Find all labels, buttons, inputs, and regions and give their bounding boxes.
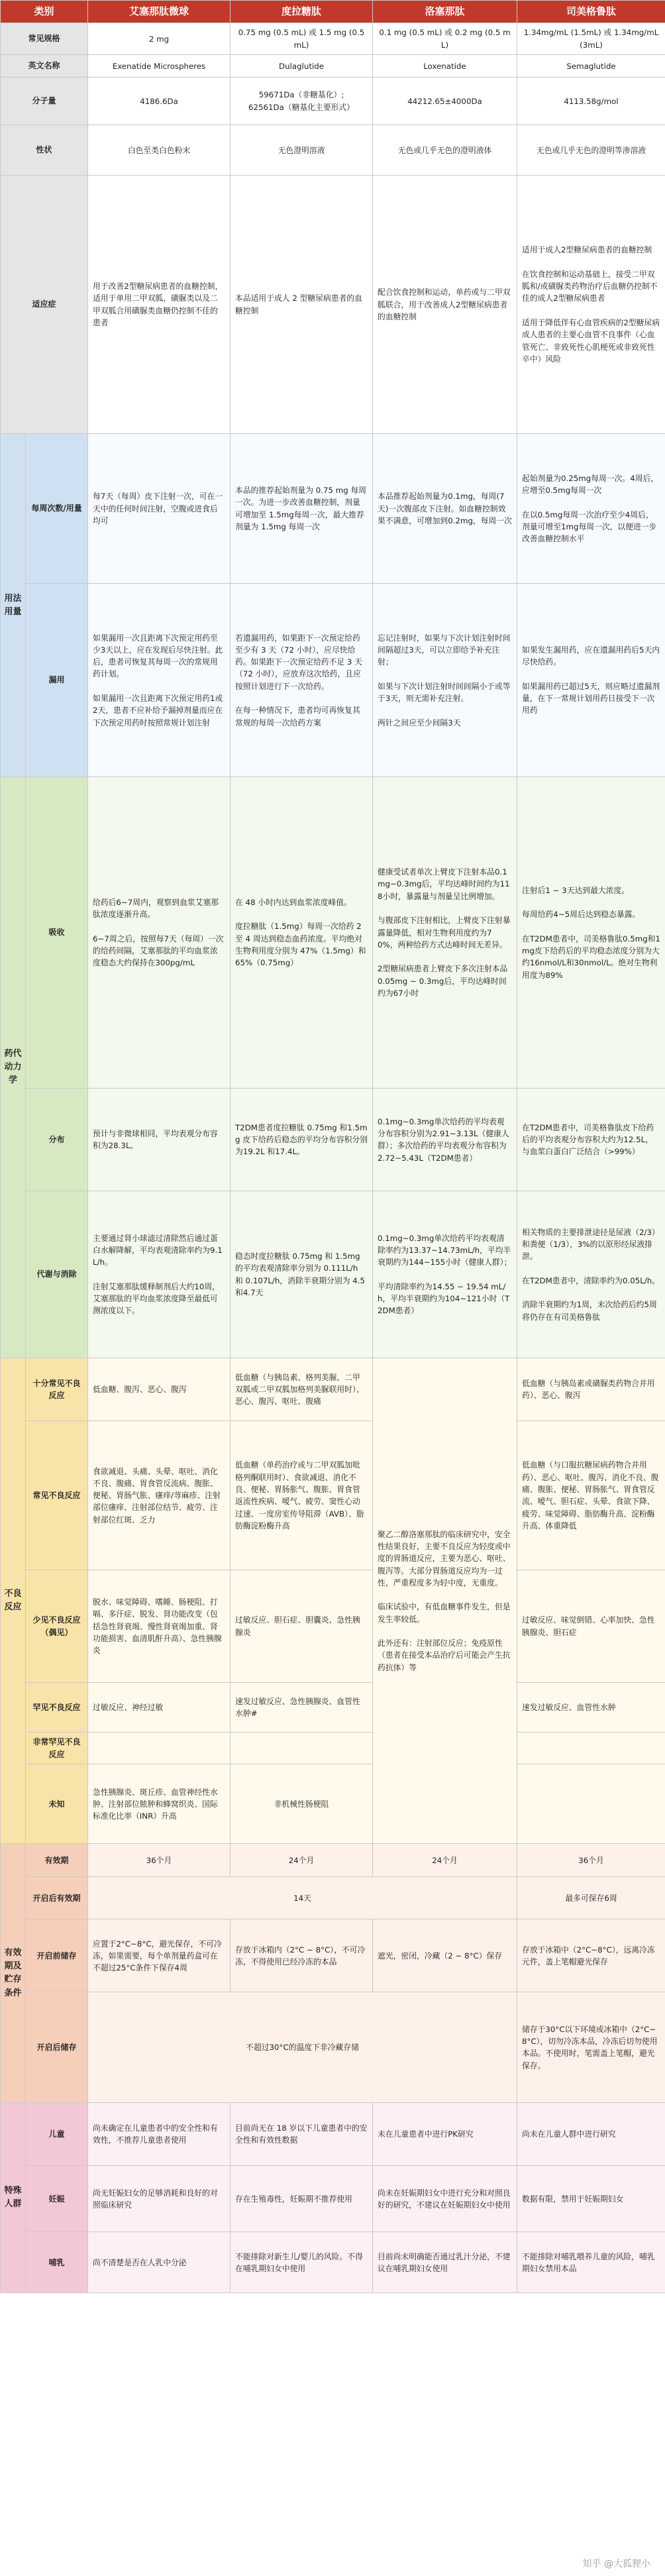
row-miss [1, 584, 665, 777]
cell-preg-loxenatide: 尚未在妊娠期妇女中进行充分和对照良好的研究，不建议在妊娠期妇女中使用 [373, 2166, 517, 2232]
cell-prop-dulaglutide: 无色澄明溶液 [230, 125, 373, 176]
cell-ind-dulaglutide: 本品适用于成人 2 型糖尿病患者的血糖控制 [230, 176, 373, 434]
cell-ra-exenatide: 过敏反应、神经过敏 [88, 1683, 230, 1733]
cell-meta-dulaglutide: 稳态时度拉糖肽 0.75mg 和 1.5mg 的平均表观清除率分别为 0.111L/h 和 0.107L/h，消除半衰期分别为 4.5和4.7天 [230, 1191, 373, 1358]
cell-child-dulaglutide: 目前尚无在 18 岁以下儿童患者中的安全性和有效性数据 [230, 2103, 373, 2166]
cell-vc-dulaglutide: 低血糖（与胰岛素、格列美脲、二甲双胍或二甲双胍加格列美脲联用时）、恶心、腹泻、呕吐、腹痛 [230, 1358, 373, 1421]
cell-preg-exenatide: 尚无妊娠妇女的足够消耗和良好的对照临床研究 [88, 2166, 230, 2232]
cell-exp-semaglutide: 36个月 [517, 1844, 665, 1877]
row-label-ae-rare: 罕见不良反应 [26, 1683, 88, 1733]
row-label-spec: 常见规格 [1, 23, 88, 55]
row-open-expiry [1, 1877, 665, 1919]
row-label-ae-very-common: 十分常见不良反应 [26, 1358, 88, 1421]
cell-after-semaglutide: 储存于30°C以下环境或冰箱中（2°C~8°C），切勿冷冻本品，冷冻后切勿使用本品。不使用时，笔需盖上笔帽，避光保存。 [517, 1992, 665, 2103]
header-drug-exenatide: 艾塞那肽微球 [88, 1, 230, 23]
cell-open-semaglutide: 最多可保存6周 [517, 1877, 665, 1919]
row-label-metabolism: 代谢与消除 [26, 1191, 88, 1358]
row-label-indication: 适应症 [1, 176, 88, 434]
cell-meta-exenatide: 主要通过肾小球滤过清除然后通过蛋白水解降解，平均表观清除率约为9.1L/h。 注射艾塞那肽缓释制剂后大约10周，艾塞那肽的平均血浆浓度降至最低可测浓度以下。 [88, 1191, 230, 1358]
cell-vr-exenatide [88, 1733, 230, 1764]
cell-lact-dulaglutide: 不能排除对新生儿/婴儿的风险。不得在哺乳期妇女中使用 [230, 2232, 373, 2293]
cell-exp-loxenatide: 24个月 [373, 1844, 517, 1877]
row-child [1, 2103, 665, 2166]
row-label-ae-unknown: 未知 [26, 1764, 88, 1844]
row-indication [1, 176, 665, 434]
row-label-miss: 漏用 [26, 584, 88, 777]
cell-mw-dulaglutide: 59671Da（非糖基化）; 62561Da（糖基化主要形式） [230, 78, 373, 125]
row-pregnancy [1, 2166, 665, 2232]
row-english [1, 55, 665, 78]
cell-freq-loxenatide: 本品推荐起始剂量为0.1mg，每周(7天)一次腹部皮下注射。如血糖控制效果不满意，可增加到0.2mg，每周一次 [373, 434, 517, 584]
cell-dist-loxenatide: 0.1mg~0.3mg单次给药的平均表观分布容积分别为2.91~3.13L（健康人群）；多次给药的平均表观分布容积为2.72~5.43L（T2DM患者） [373, 1089, 517, 1191]
cell-ind-loxenatide: 配合饮食控制和运动，单药或与二甲双胍联合，用于改善成人2型糖尿病患者的血糖控制 [373, 176, 517, 434]
cell-dist-exenatide: 预计与非微球相同，平均表观分布容积为28.3L。 [88, 1089, 230, 1191]
cell-before-loxenatide: 遮光，密闭，冷藏（2 ~ 8°C）保存 [373, 1919, 517, 1992]
header-row [1, 1, 665, 23]
cell-ind-exenatide: 用于改善2型糖尿病患者的血糖控制，适用于单用二甲双胍，磺脲类以及二甲双胍合用磺脲类血糖仍控制不佳的患者 [88, 176, 230, 434]
row-label-store-before: 开启前储存 [26, 1919, 88, 1992]
header-category: 类别 [1, 1, 88, 23]
cell-miss-dulaglutide: 若遗漏用药，如果距下一次预定给药至少有 3 天（72 小时），应尽快给药。如果距下一次预定给药不足 3 天（72 小时），应放弃这次给药，且应按照计划进行下一次给药。 在每一种情况下，患者均可再恢复其常规的每周一次给药方案 [230, 584, 373, 777]
cell-mw-semaglutide: 4113.58g/mol [517, 78, 665, 125]
row-expiry [1, 1844, 665, 1877]
row-metabolism [1, 1191, 665, 1358]
row-label-ae-common: 常见不良反应 [26, 1421, 88, 1570]
cell-un-semaglutide: 过敏反应、味觉倒错、心率加快、急性胰腺炎、胆石症 [517, 1570, 665, 1683]
header-drug-semaglutide: 司美格鲁肽 [517, 1, 665, 23]
cell-spec-dulaglutide: 0.75 mg (0.5 mL) 或 1.5 mg (0.5 mL) [230, 23, 373, 55]
row-label-pregnancy: 妊娠 [26, 2166, 88, 2232]
row-ae-very-common [1, 1358, 665, 1421]
row-label-open-expiry: 开启后有效期 [26, 1877, 88, 1919]
cell-lact-loxenatide: 目前尚未明确能否通过乳汁分泌，不建议在哺乳期妇女使用 [373, 2232, 517, 2293]
cell-english-semaglutide: Semaglutide [517, 55, 665, 78]
cell-mw-exenatide: 4186.6Da [88, 78, 230, 125]
cell-spec-semaglutide: 1.34mg/mL (1.5mL) 或 1.34mg/mL (3mL) [517, 23, 665, 55]
row-label-english: 英文名称 [1, 55, 88, 78]
cell-preg-semaglutide: 数据有限，禁用于妊娠期妇女 [517, 2166, 665, 2232]
row-mw [1, 78, 665, 125]
row-store-after [1, 1992, 665, 2103]
cell-abs-loxenatide: 健康受试者单次上臂皮下注射本品0.1mg~0.3mg后，平均达峰时间约为118小时，暴露量与剂量呈比例增加。 与腹部皮下注射相比，上臂皮下注射暴露量降低，相对生物利用度约为70%，两种给药方式达峰时间无差异。 2型糖尿病患者上臂皮下多次注射本品0.05mg ~ 0.3mg后，平均达峰时间约为67小时 [373, 777, 517, 1089]
header-drug-loxenatide: 洛塞那肽 [373, 1, 517, 23]
cell-exp-dulaglutide: 24个月 [230, 1844, 373, 1877]
cell-after-dulaglutide: 不超过30°C的温度下非冷藏存储 [88, 1992, 517, 2103]
cell-co-exenatide: 食欲减退、头痛、头晕、呕吐、消化不良、腹痛、胃食管反流病、腹胀、便秘、胃肠气胀、瘙痒/荨麻疹、注射部位瘙痒、注射部位结节、疲劳、注射部位红斑、乏力 [88, 1421, 230, 1570]
row-label-child: 儿童 [26, 2103, 88, 2166]
category-pk: 药代动力学 [1, 777, 26, 1358]
cell-ae-loxenatide: 聚乙二醇洛塞那肽的临床研究中，安全性结果良好，主要不良反应为轻度或中度的胃肠道反应，主要为恶心、呕吐、腹泻等。大部分胃肠道反应均为一过性，严重程度多为轻中度，无重度。 临床试验中，有低血糖事件发生，但是发生率较低。 此外还有：注射部位反应；免疫原性（患者在接受本品治疗后可能会产生抗药抗体）等 [373, 1358, 517, 1844]
row-label-lactation: 哺乳 [26, 2232, 88, 2293]
row-freq [1, 434, 665, 584]
category-special: 特殊人群 [1, 2103, 26, 2293]
cell-miss-semaglutide: 如果发生漏用药，应在遗漏用药后5天内尽快给药。 如果漏用药已超过5天，则应略过遗漏剂量，在下一常规计划用药日接受下一次用药 [517, 584, 665, 777]
cell-ind-semaglutide: 适用于成人2型糖尿病患者的血糖控制 在饮食控制和运动基础上，接受二甲双胍和/或磺脲类药物治疗后血糖仍控制不佳的成人2型糖尿病患者 适用于降低伴有心血管疾病的2型糖尿病成人患者的主要心血管不良事件（心血管死亡、非致死性心肌梗死或非致死性卒中）风险 [517, 176, 665, 434]
row-distribution [1, 1089, 665, 1191]
cell-prop-semaglutide: 无色或几乎无色的澄明等渗溶液 [517, 125, 665, 176]
row-label-freq: 每周次数/用量 [26, 434, 88, 584]
row-ae-uncommon [1, 1570, 665, 1683]
cell-child-exenatide: 尚未确定在儿童患者中的安全性和有效性，不推荐儿童患者使用 [88, 2103, 230, 2166]
row-label-absorption: 吸收 [26, 777, 88, 1089]
category-adverse: 不良反应 [1, 1358, 26, 1844]
row-spec [1, 23, 665, 55]
cell-spec-exenatide: 2 mg [88, 23, 230, 55]
row-ae-rare [1, 1683, 665, 1733]
row-ae-common [1, 1421, 665, 1570]
cell-prop-loxenatide: 无色或几乎无色的澄明液体 [373, 125, 517, 176]
cell-lact-exenatide: 尚不清楚是否在人乳中分泌 [88, 2232, 230, 2293]
row-ae-unknown [1, 1764, 665, 1844]
row-label-ae-uncommon: 少见不良反应（偶见） [26, 1570, 88, 1683]
cell-child-semaglutide: 尚未在儿童人群中进行研究 [517, 2103, 665, 2166]
row-absorption [1, 777, 665, 1089]
cell-vr-semaglutide [517, 1733, 665, 1764]
cell-no-exenatide: 急性胰腺炎、斑丘疹、血管神经性水肿、注射部位脓肿和蜂窝织炎、国际标准化比率（INR）升高 [88, 1764, 230, 1844]
cell-co-dulaglutide: 低血糖（单药治疗或与二甲双胍加吡格列酮联用时）、食欲减退、消化不良、便秘、胃肠胀气、腹胀、胃食管返流性疾病、嗳气、疲劳、窦性心动过速、一度房室传导阻滞（AVB）、脂肪酶淀粉酶升高 [230, 1421, 373, 1570]
cell-mw-loxenatide: 44212.65±4000Da [373, 78, 517, 125]
row-lactation [1, 2232, 665, 2293]
cell-vc-exenatide: 低血糖、腹泻、恶心、腹泻 [88, 1358, 230, 1421]
row-label-expiry: 有效期 [26, 1844, 88, 1877]
cell-before-exenatide: 应置于2°C~8°C，避光保存，不可冷冻，如果需要，每个单剂量药盒可在不超过25°C条件下保存4周 [88, 1919, 230, 1992]
cell-english-exenatide: Exenatide Microspheres [88, 55, 230, 78]
cell-freq-semaglutide: 起始剂量为0.25mg每周一次。4周后，应增至0.5mg每周一次 在以0.5mg每周一次治疗至少4周后，剂量可增至1mg每周一次，以便进一步改善血糖控制水平 [517, 434, 665, 584]
header-drug-dulaglutide: 度拉糖肽 [230, 1, 373, 23]
cell-abs-exenatide: 给药后6~7周内，观察到血浆艾塞那肽浓度逐渐升高。 6~7周之后，按照每7天（每周）一次的给药间隔，艾塞那肽的平均血浆浓度稳态大约保持在300pg/mL [88, 777, 230, 1089]
cell-un-dulaglutide: 过敏反应、胆石症、胆囊炎、急性胰腺炎 [230, 1570, 373, 1683]
row-label-store-after: 开启后储存 [26, 1992, 88, 2103]
cell-meta-semaglutide: 相关物质的主要排泄途径是尿液（2/3）和粪便（1/3），3%的以原形经尿液排泄。 在T2DM患者中，清除率约为0.05L/h。 消除半衰期约为1周，末次给药后约5周将仍存在有司美格鲁肽 [517, 1191, 665, 1358]
cell-prop-exenatide: 白色至类白色粉末 [88, 125, 230, 176]
cell-freq-exenatide: 每7天（每周）皮下注射一次，可在一天中的任何时间注射，空腹或进食后均可 [88, 434, 230, 584]
cell-abs-dulaglutide: 在 48 小时内达到血浆浓度峰值。 度拉糖肽（1.5mg）每周一次给药 2 至 4 周达到稳态血药浓度。平均绝对生物利用度分别为 47%（1.5mg）和 65%（0.75mg） [230, 777, 373, 1089]
cell-un-exenatide: 脱水、味觉障碍、嗜睡、肠梗阻、打嗝、多汗症、脱发、肾功能改变（包括急性肾衰竭、慢性肾衰竭加重、肾功能损害、血清肌酐升高）、急性胰腺炎 [88, 1570, 230, 1683]
category-storage: 有效期及贮存条件 [1, 1844, 26, 2103]
cell-before-dulaglutide: 存放于冰箱内（2°C ~ 8°C），不可冷冻，不得使用已经冷冻的本品 [230, 1919, 373, 1992]
row-label-distribution: 分布 [26, 1089, 88, 1191]
cell-preg-dulaglutide: 存在生殖毒性，妊娠期不推荐使用 [230, 2166, 373, 2232]
cell-dist-semaglutide: 在T2DM患者中，司美格鲁肽皮下给药后的平均表观分布容积大约为12.5L，与血浆白蛋白广泛结合（>99%） [517, 1089, 665, 1191]
cell-exp-exenatide: 36个月 [88, 1844, 230, 1877]
cell-vc-semaglutide: 低血糖（与胰岛素或磺脲类药物合并用药）、恶心、腹泻 [517, 1358, 665, 1421]
cell-spec-loxenatide: 0.1 mg (0.5 mL) 或 0.2 mg (0.5 mL) [373, 23, 517, 55]
cell-miss-loxenatide: 忘记注射时，如果与下次计划注射时间间隔超过3天，可以立即给予补充注射； 如果与下次计划注射时间间隔小于或等于3天，则无需补充注射。 两针之间应至少间隔3天 [373, 584, 517, 777]
row-store-before [1, 1919, 665, 1992]
cell-ra-semaglutide: 速发过敏反应、血管性水肿 [517, 1683, 665, 1733]
category-usage: 用法用量 [1, 434, 26, 777]
row-ae-very-rare [1, 1733, 665, 1764]
cell-ra-dulaglutide: 速发过敏反应、急性胰腺炎、血管性水肿# [230, 1683, 373, 1733]
cell-english-loxenatide: Loxenatide [373, 55, 517, 78]
row-label-ae-very-rare: 非常罕见不良反应 [26, 1733, 88, 1764]
cell-lact-semaglutide: 不能排除对哺乳喂养儿童的风险，哺乳期妇女禁用本品 [517, 2232, 665, 2293]
cell-abs-semaglutide: 注射后1 ~ 3天达到最大浓度。 每周给药4~5周后达到稳态暴露。 在T2DM患者中，司美格鲁肽0.5mg和1mg皮下给药后的平均稳态浓度分别为大约16nmol/L和30nmol/L。绝对生物利用度为89% [517, 777, 665, 1089]
row-prop [1, 125, 665, 176]
watermark: 知乎 @大狐狸小 [582, 2559, 650, 2569]
cell-before-semaglutide: 存放于冰箱中（2°C~8°C），远离冷冻元件，盖上笔帽避光保存 [517, 1919, 665, 1992]
cell-english-dulaglutide: Dulaglutide [230, 55, 373, 78]
cell-no-semaglutide [517, 1764, 665, 1844]
cell-no-dulaglutide: 非机械性肠梗阻 [230, 1764, 373, 1844]
cell-vr-dulaglutide [230, 1733, 373, 1764]
cell-freq-dulaglutide: 本品的推荐起始剂量为 0.75 mg 每周一次。为进一步改善血糖控制，剂量可增加至 1.5mg每周一次，最大推荐剂量为 1.5mg 每周一次 [230, 434, 373, 584]
row-label-prop: 性状 [1, 125, 88, 176]
cell-child-loxenatide: 未在儿童患者中进行PK研究 [373, 2103, 517, 2166]
cell-co-semaglutide: 低血糖（与口服抗糖尿病药物合并用药）、恶心、呕吐、腹泻、消化不良、腹痛、腹胀、便秘、胃肠胀气、胃食管反流、嗳气、胆石症、头晕、食欲下降、疲劳、味觉障碍、脂肪酶升高、淀粉酶升高、体重降低 [517, 1421, 665, 1570]
cell-miss-exenatide: 如果漏用一次且距离下次预定用药至少3天以上，应在发现后尽快注射。此后，患者可恢复其每周一次的常规用药计划。 如果漏用一次且距离下次预定用药1或2天，患者不应补给予漏掉剂量而应在下次预定用药时按照常规计划注射 [88, 584, 230, 777]
cell-open-dulaglutide: 14天 [88, 1877, 517, 1919]
cell-meta-loxenatide: 0.1mg~0.3mg单次给药平均表观清除率约为13.37~14.73mL/h，平均半衰期约为144~155小时（健康人群）； 平均清除率约为14.55 ~ 19.54 mL/h，平均半衰期约为104~121小时（T2DM患者） [373, 1191, 517, 1358]
row-label-mw: 分子量 [1, 78, 88, 125]
cell-dist-dulaglutide: T2DM患者度拉糖肽 0.75mg 和1.5mg 皮下给药后稳态的平均分布容积分别为19.2L 和17.4L。 [230, 1089, 373, 1191]
